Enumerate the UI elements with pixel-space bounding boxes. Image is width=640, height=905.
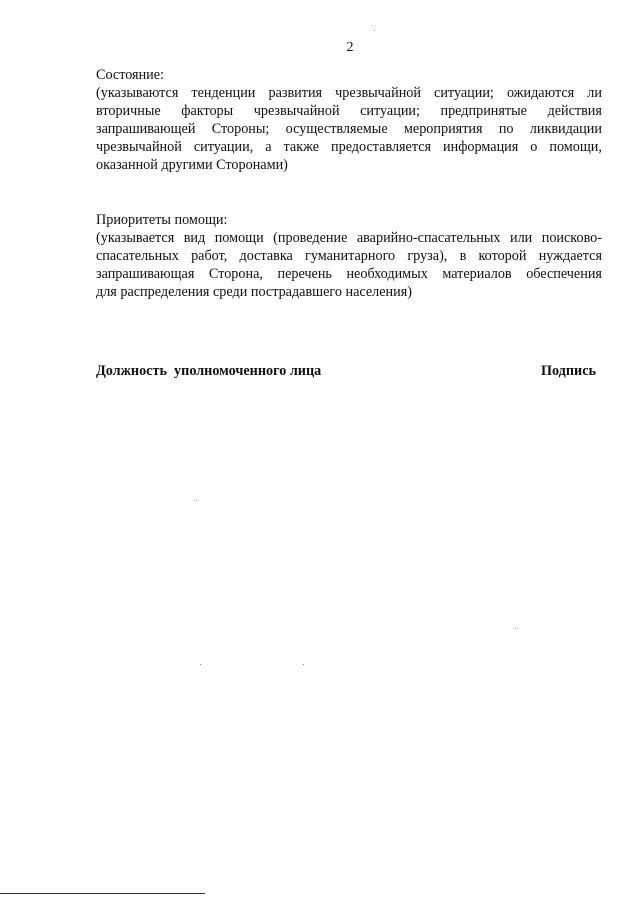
status-line <box>96 120 602 138</box>
word: предпринятые <box>440 103 527 119</box>
word: вторичные <box>96 103 161 119</box>
signature-block <box>96 362 596 380</box>
word: спасательных <box>96 248 179 264</box>
scan-speck <box>515 628 516 629</box>
word: запрашивающая <box>96 266 195 282</box>
word: (указывается <box>96 230 175 246</box>
status-section <box>96 66 602 174</box>
word: (проведение <box>273 230 348 246</box>
priorities-line <box>96 265 602 283</box>
word: которой <box>478 248 527 264</box>
word: ли <box>587 85 602 101</box>
status-line <box>96 84 602 102</box>
word: в <box>459 248 467 264</box>
word: запрашивающей <box>96 121 196 137</box>
word: обеспечения <box>526 266 602 282</box>
scan-speck <box>200 664 201 665</box>
word: или <box>510 230 533 246</box>
priorities-section <box>96 211 602 301</box>
word: чрезвычайной <box>253 103 340 119</box>
word: развития <box>268 85 323 101</box>
word: нуждается <box>538 248 602 264</box>
status-line <box>96 102 602 120</box>
word: доставка <box>239 248 293 264</box>
priorities-body <box>96 229 602 301</box>
word: поисково- <box>541 230 602 246</box>
word: предоставляется <box>331 139 432 155</box>
scan-speck <box>196 500 197 501</box>
word: аварийно-спасательных <box>356 230 501 246</box>
word: ожидаются <box>506 85 575 101</box>
word: по <box>498 121 514 137</box>
word: необходимых <box>346 266 428 282</box>
status-heading: Состояние: <box>96 67 164 83</box>
word: тенденции <box>191 85 256 101</box>
word: также <box>283 139 320 155</box>
word: а <box>265 139 272 155</box>
status-line <box>96 138 602 156</box>
word: чрезвычайной <box>335 85 421 101</box>
word: (указываются <box>96 85 179 101</box>
word: ситуации; <box>360 103 420 119</box>
priorities-line <box>96 247 602 265</box>
priorities-heading: Приоритеты помощи: <box>96 212 228 228</box>
signature-label: Подпись <box>540 363 596 379</box>
word: помощи <box>214 230 264 246</box>
priorities-last-line: для распределения среди пострадавшего населения) <box>96 284 412 300</box>
scan-speck <box>303 664 304 665</box>
word: мероприятия <box>403 121 483 137</box>
word: о <box>530 139 538 155</box>
word: гуманитарного <box>305 248 396 264</box>
scan-speck <box>374 30 375 31</box>
word: факторы <box>181 103 234 119</box>
word: Сторона, <box>208 266 263 282</box>
word: информация <box>443 139 519 155</box>
word: осуществляемые <box>285 121 388 137</box>
word: помощи, <box>549 139 602 155</box>
status-last-line: оказанной другими Сторонами) <box>96 157 288 173</box>
word: работ, <box>191 248 228 264</box>
page-number: 2 <box>346 40 354 55</box>
word: ситуации, <box>193 139 254 155</box>
word: ситуации; <box>434 85 494 101</box>
word: груза), <box>407 248 448 264</box>
word: Стороны; <box>211 121 270 137</box>
status-body <box>96 84 602 174</box>
word: действия <box>547 103 602 119</box>
word: перечень <box>277 266 332 282</box>
word: вид <box>183 230 206 246</box>
word: ликвидации <box>529 121 602 137</box>
scan-edge-line <box>0 893 205 894</box>
word: чрезвычайной <box>96 139 182 155</box>
word: материалов <box>442 266 512 282</box>
official-position-label: Должность уполномоченного лица <box>96 363 322 379</box>
priorities-line <box>96 229 602 247</box>
